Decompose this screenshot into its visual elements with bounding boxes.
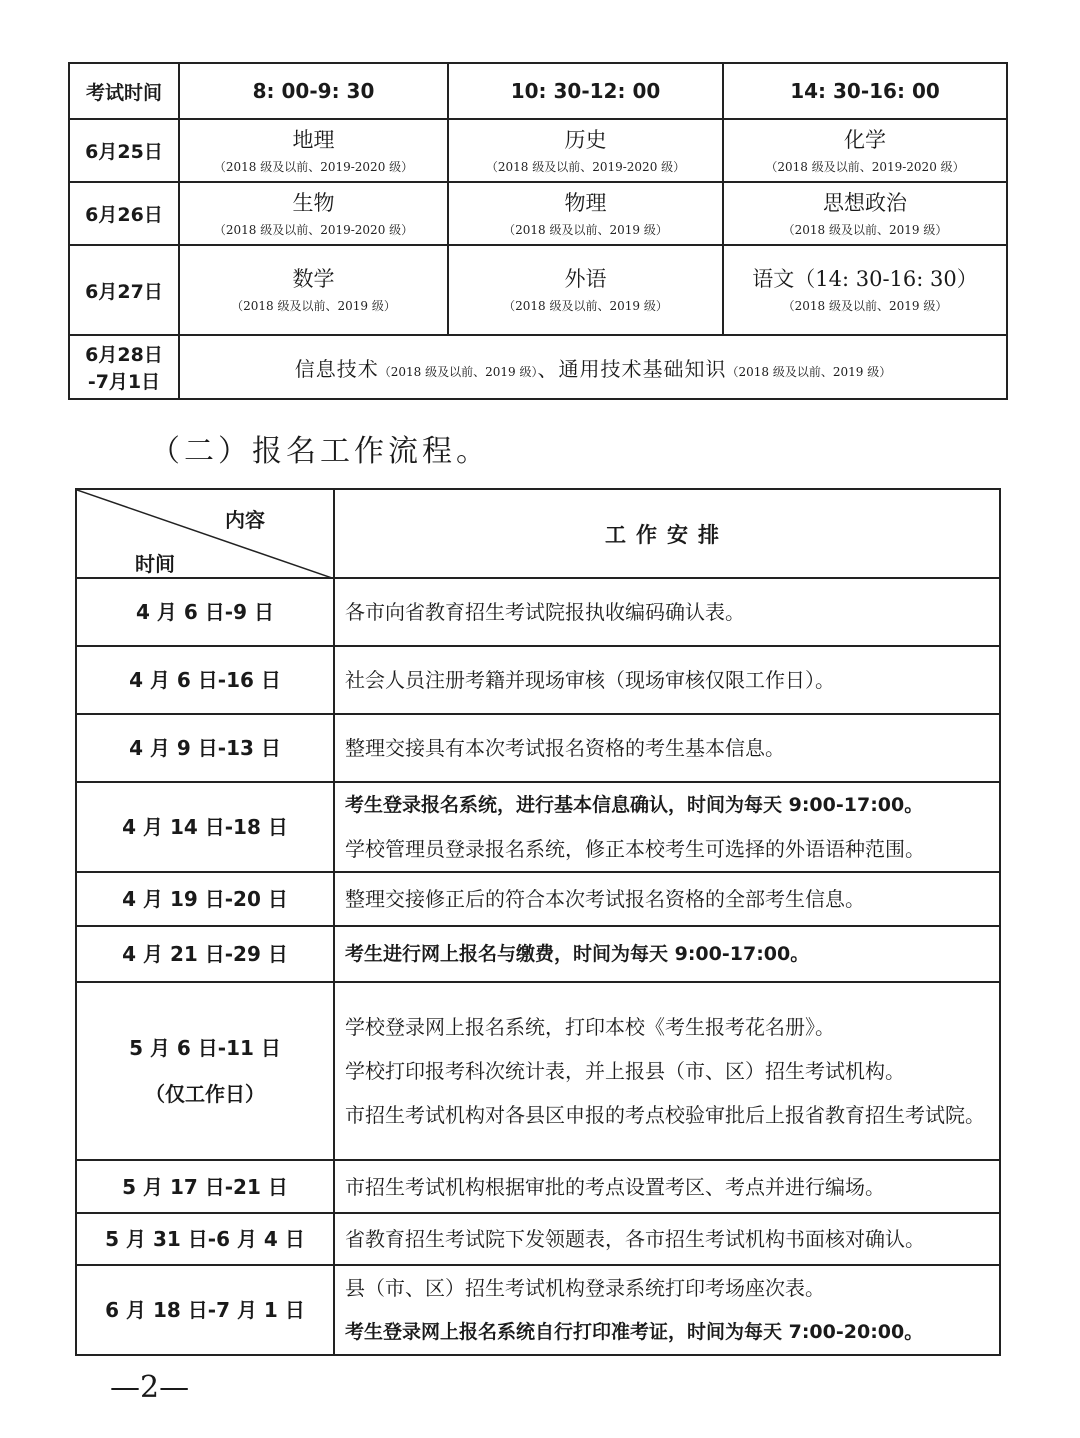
- subject-name: 思想政治: [823, 190, 907, 215]
- content-line: 考生登录网上报名系统自行打印准考证，时间为每天 7:00-20:00。: [345, 1321, 924, 1343]
- subject-name: 外语: [564, 267, 607, 291]
- section-heading: （二）报名工作流程。: [150, 434, 490, 469]
- row-time: 4 月 14 日-18 日: [76, 782, 334, 872]
- content-line: 市招生考试机构根据审批的考点设置考区、考点并进行编场。: [345, 1174, 885, 1199]
- table-row: [76, 1160, 1000, 1213]
- exam-cell: [448, 245, 723, 335]
- content-line: 学校登录网上报名系统，打印本校《考生报考花名册》。: [345, 1015, 835, 1039]
- subject-name: 物理: [564, 190, 607, 215]
- row-content: [334, 646, 1000, 714]
- row-time: [76, 982, 334, 1160]
- subject-name: 地理: [292, 127, 335, 152]
- row-time: 4 月 19 日-20 日: [76, 872, 334, 926]
- exam-cell: [179, 182, 448, 245]
- exam-date-range: [69, 335, 179, 399]
- date-line-1: 6月28日: [85, 344, 163, 366]
- grade-note: （2018 级及以前、2019 级）: [378, 364, 538, 379]
- subject-name: 信息技术: [294, 356, 379, 381]
- workflow-table: [75, 488, 1001, 1356]
- row-content: [334, 872, 1000, 926]
- slot-morning: 8: 00-9: 30: [179, 63, 448, 119]
- content-line: 县（市、区）招生考试机构登录系统打印考场座次表。: [345, 1276, 825, 1300]
- exam-cell: [723, 182, 1007, 245]
- row-time: 5 月 31 日-6 月 4 日: [76, 1213, 334, 1265]
- content-line: 考生进行网上报名与缴费，时间为每天 9:00-17:00。: [345, 943, 810, 965]
- subject-name: 生物: [292, 190, 335, 215]
- grade-note: （2018 级及以前、2019 级）: [782, 222, 948, 237]
- header-work-label: 工作安排: [334, 489, 1000, 578]
- table-row: [76, 872, 1000, 926]
- content-line: 整理交接修正后的符合本次考试报名资格的全部考生信息。: [345, 887, 865, 911]
- slot-afternoon: 14: 30-16: 00: [723, 63, 1007, 119]
- header-time-label: 时间: [135, 552, 175, 576]
- table-row: [76, 578, 1000, 646]
- row-content: [334, 782, 1000, 872]
- content-line: 学校管理员登录报名系统，修正本校考生可选择的外语语种范围。: [345, 837, 925, 861]
- grade-note: （2018 级及以前、2019-2020 级）: [765, 159, 965, 174]
- exam-time-header: 考试时间: [69, 63, 179, 119]
- table-row: [76, 714, 1000, 782]
- exam-cell: [179, 119, 448, 182]
- grade-note: （2018 级及以前、2019 级）: [726, 364, 892, 379]
- table-row: [76, 782, 1000, 872]
- content-line: 考生登录报名系统，进行基本信息确认，时间为每天 9:00-17:00。: [345, 794, 924, 816]
- exam-header-row: [69, 63, 1007, 119]
- grade-note: （2018 级及以前、2019 级）: [231, 299, 396, 313]
- exam-date: 6月25日: [69, 119, 179, 182]
- date-line-2: -7月1日: [87, 371, 161, 393]
- exam-cell: [179, 245, 448, 335]
- subject-name: 化学: [844, 127, 886, 152]
- exam-schedule-table: [68, 62, 1008, 400]
- row-content: [334, 1213, 1000, 1265]
- time-note: （仅工作日）: [145, 1082, 265, 1106]
- row-time: 5 月 17 日-21 日: [76, 1160, 334, 1213]
- subject-name: 数学: [292, 267, 335, 291]
- table-row: [76, 926, 1000, 982]
- content-line: 省教育招生考试院下发领题表，各市招生考试机构书面核对确认。: [345, 1227, 925, 1251]
- grade-note: （2018 级及以前、2019-2020 级）: [485, 159, 686, 174]
- subject-name: 语文（14: 30-16: 30）: [752, 267, 978, 291]
- subject-name: 历史: [564, 127, 607, 152]
- row-content: [334, 1265, 1000, 1355]
- grade-note: （2018 级及以前、2019-2020 级）: [213, 159, 414, 174]
- exam-row: [69, 182, 1007, 245]
- row-time: 6 月 18 日-7 月 1 日: [76, 1265, 334, 1355]
- content-line: 学校打印报考科次统计表，并上报县（市、区）招生考试机构。: [345, 1059, 905, 1083]
- exam-row-merged: [69, 335, 1007, 399]
- row-time: 4 月 21 日-29 日: [76, 926, 334, 982]
- content-line: 社会人员注册考籍并现场审核（现场审核仅限工作日）。: [345, 668, 835, 692]
- table-row: [76, 646, 1000, 714]
- exam-cell: [448, 182, 723, 245]
- row-time: 4 月 9 日-13 日: [76, 714, 334, 782]
- grade-note: （2018 级及以前、2019 级）: [782, 299, 948, 313]
- diagonal-line: [77, 490, 335, 579]
- grade-note: （2018 级及以前、2019-2020 级）: [213, 222, 414, 237]
- exam-row: [69, 119, 1007, 182]
- exam-date: 6月27日: [69, 245, 179, 335]
- exam-merged-cell: [179, 335, 1007, 399]
- row-content: [334, 926, 1000, 982]
- slot-late-morning: 10: 30-12: 00: [448, 63, 723, 119]
- time-range: 5 月 6 日-11 日: [129, 1036, 281, 1060]
- row-time: 4 月 6 日-9 日: [76, 578, 334, 646]
- grade-note: （2018 级及以前、2019 级）: [503, 299, 668, 313]
- diagonal-header-cell: [76, 489, 334, 578]
- page-number: —2—: [110, 1370, 190, 1405]
- content-line: 市招生考试机构对各县区申报的考点校验审批后上报省教育招生考试院。: [345, 1103, 985, 1127]
- workflow-header-row: [76, 489, 1000, 578]
- table-row: [76, 982, 1000, 1160]
- row-content: [334, 1160, 1000, 1213]
- content-line: 各市向省教育招生考试院报执收编码确认表。: [345, 600, 745, 624]
- header-content-label: 内容: [225, 508, 265, 532]
- separator: 、: [537, 356, 559, 381]
- exam-cell: [723, 119, 1007, 182]
- grade-note: （2018 级及以前、2019 级）: [503, 222, 668, 237]
- row-content: [334, 982, 1000, 1160]
- exam-row: [69, 245, 1007, 335]
- content-line: 整理交接具有本次考试报名资格的考生基本信息。: [345, 736, 785, 760]
- exam-cell: [448, 119, 723, 182]
- exam-cell: [723, 245, 1007, 335]
- row-time: 4 月 6 日-16 日: [76, 646, 334, 714]
- row-content: [334, 714, 1000, 782]
- table-row: [76, 1213, 1000, 1265]
- subject-name: 通用技术基础知识: [558, 356, 727, 381]
- row-content: [334, 578, 1000, 646]
- exam-date: 6月26日: [69, 182, 179, 245]
- table-row: [76, 1265, 1000, 1355]
